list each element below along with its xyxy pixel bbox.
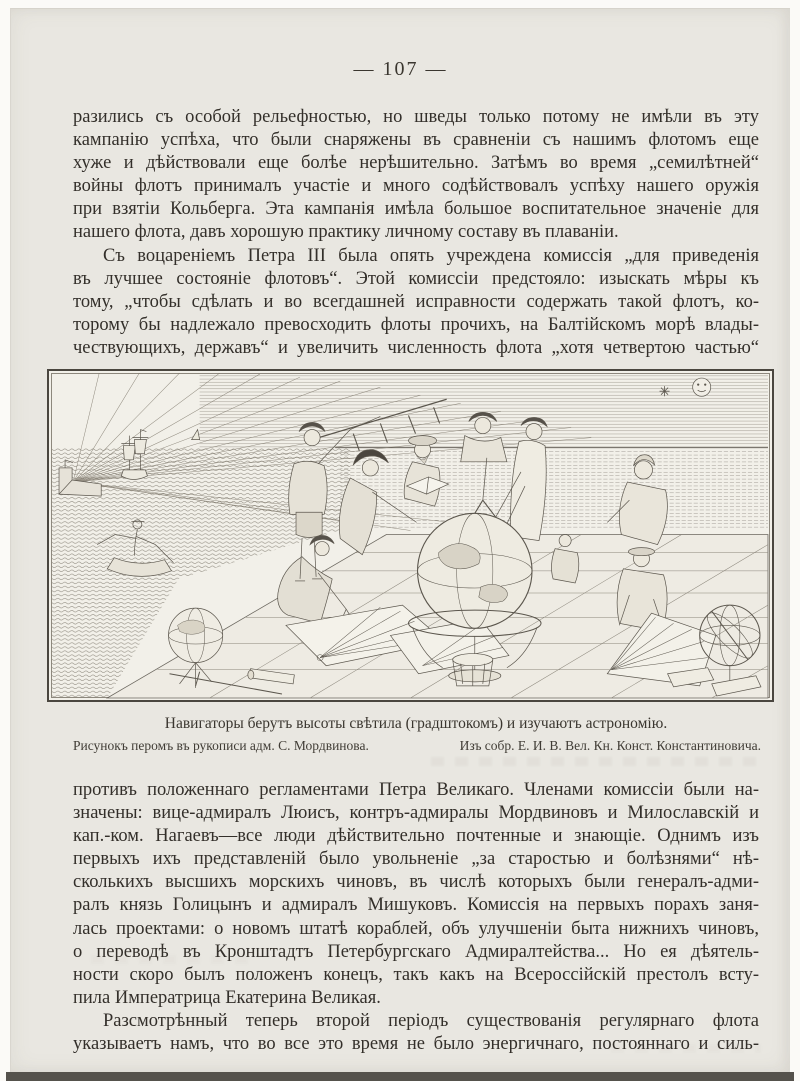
page-surface — [10, 8, 790, 1072]
moon-icon — [693, 378, 711, 396]
text-line: тому, „чтобы сдѣлать и во всегдашней исправности содержать такой флотъ, ко- — [73, 291, 759, 312]
text-line: разились съ особой рельефностью, но шведы только потому не имѣли въ эту — [73, 107, 759, 127]
text-line: сколькихъ высшихъ морскихъ чиновъ, въ числѣ которыхъ были генералъ-адми- — [73, 872, 759, 893]
distant-sail-icon — [192, 430, 200, 440]
text-line: указываетъ намъ, что во все это время не было энергичнаго, постояннаго и силь- — [73, 1034, 759, 1055]
text-line: кампанію успѣха, что были снаряжены въ сравненіи съ нашимъ флотомъ еще — [73, 130, 759, 151]
body-text-upper — [73, 106, 759, 360]
text-line: въ лучшее состояніе флотовъ“. Этой комиссіи предстояло: изыскать мѣры къ — [73, 268, 759, 289]
bleedthrough-smudge — [91, 955, 251, 964]
illustration-caption: Навигаторы берутъ высоты свѣтила (градштокомъ) и изучаютъ астрономію. — [164, 715, 668, 732]
bleedthrough-smudge — [611, 1044, 761, 1053]
text-line: Съ воцареніемъ Петра III была опять учреждена комиссія „для приведенія — [103, 245, 759, 266]
engraving-art — [49, 371, 772, 700]
text-line: лась проектами: о новомъ штатѣ кораблей, объ улучшеніи быта нижнихъ чиновъ, — [73, 918, 759, 939]
page-number: — 107 — — [353, 58, 448, 80]
text-line: торому бы надлежало превосходить флоты прочихъ, на Балтійскомъ морѣ влады- — [73, 314, 759, 335]
scan-edge-strip — [6, 1072, 794, 1081]
text-line: кап.-ком. Нагаевъ—все люди дѣйствительно почтенные и знающіе. Однимъ изъ — [73, 826, 759, 847]
text-line: значены: вице-адмиралъ Люисъ, контръ-адмиралы Мордвиновъ и Милославскій и — [73, 803, 759, 824]
text-line: ралъ князь Голицынъ и адмиралъ Мишуковъ. Комиссія на первыхъ порахъ заня- — [73, 895, 759, 916]
illustration-credits — [73, 738, 761, 754]
text-line: войны флотъ принималъ участіе и много содѣйствовалъ успѣху нашего оружія — [73, 176, 759, 197]
text-line: чествующихъ, державъ“ и увеличить численность флота „хотя четвертою частью“ — [73, 337, 759, 358]
text-line: о переводѣ въ Кронштадтъ Петербургскаго Адмиралтейства... Но ея дѣятель- — [73, 941, 759, 962]
body-text-lower — [73, 779, 759, 1056]
text-line: противъ положеннаго регламентами Петра Великаго. Членами комиссіи были на- — [73, 780, 759, 800]
text-line: Разсмотрѣнный теперь второй періодъ существованія регулярнаго флота — [103, 1010, 759, 1031]
text-line: при взятіи Кольберга. Эта кампанія имѣла большое воспитательное значеніе для — [73, 199, 759, 220]
text-line: пила Императрица Екатерина Великая. — [73, 987, 381, 1008]
engraving-illustration — [47, 369, 774, 702]
bleedthrough-smudge — [431, 757, 761, 766]
text-line: хуже и дѣйствовали еще болѣе нерѣшительно. Затѣмъ во время „семилѣтней“ — [73, 153, 759, 174]
text-line: ности скоро былъ положенъ конецъ, такъ какъ на Всероссійскій престолъ всту- — [73, 964, 759, 985]
illustration-credit-left: Рисунокъ перомъ въ рукописи адм. С. Мордвинова. — [73, 738, 369, 753]
text-line: первыхъ ихъ представленій было увольненіе „за старостью и болѣзнями“ нѣ- — [73, 849, 759, 870]
illustration-credit-right: Изъ собр. Е. И. В. Вел. Кн. Конст. Константиновича. — [459, 738, 761, 753]
text-line: нашего флота, давъ хорошую практику личному составу въ плаваніи. — [73, 222, 619, 243]
